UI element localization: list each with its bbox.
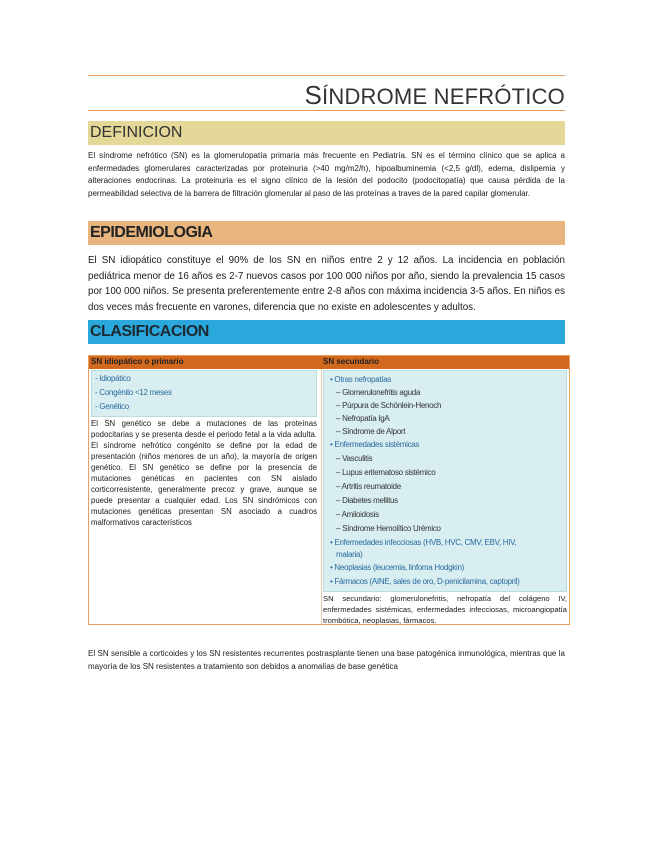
- list-item: – Lupus eritematoso sistémico: [336, 468, 436, 477]
- section-heading-epidemiologia: EPIDEMIOLOGIA: [88, 221, 565, 245]
- list-item: – Síndrome Hemolítico Urémico: [336, 524, 441, 533]
- list-item: – Púrpura de Schönlein-Henoch: [336, 401, 442, 410]
- list-item: – Glomerulonefritis aguda: [336, 388, 421, 397]
- page-title: [305, 80, 566, 111]
- list-item: malaria): [336, 550, 363, 559]
- list-item: – Nefropatía IgA: [336, 414, 390, 423]
- list-item: – Artritis reumatoide: [336, 482, 401, 491]
- secondary-list-box: [323, 370, 567, 592]
- column-divider: [321, 369, 322, 624]
- list-item: • Enfermedades sistémicas: [330, 440, 420, 449]
- secondary-description: SN secundario: glomerulonefritis, nefropatía del colágeno IV, enfermedades sistémicas, enfermedades infecciosas, microangiopatía trombótica, neoplasias, fármacos.: [323, 594, 567, 625]
- list-item: – Síndrome de Alport: [336, 427, 406, 436]
- list-item: – Diabetes mellitus: [336, 496, 398, 505]
- table-header: [89, 356, 569, 369]
- section-heading-definicion: DEFINICION: [88, 121, 565, 145]
- header-sn-secundario: SN secundario: [323, 357, 380, 366]
- list-item: – Vasculitis: [336, 454, 373, 463]
- section-heading-clasificacion: CLASIFICACION: [88, 320, 565, 344]
- list-item: – Amiloidosis: [336, 510, 379, 519]
- title-underline: [88, 110, 565, 111]
- list-item: • Neoplasias (leucemia, linfoma Hodgkin): [330, 563, 464, 572]
- list-item: - Congénito <12 meses: [95, 388, 172, 397]
- list-item: • Fármacos (AINE, sales de oro, D-penicilamina, captopril): [330, 577, 520, 586]
- list-item: - Idiopático: [95, 374, 131, 383]
- definicion-text: El síndrome nefrótico (SN) es la glomerulopatía primaria más frecuente en Pediatría. SN es el término clínico que se aplica a enfermedades glomerulares caracterizadas por proteinuria (>40 mg/m2/h), hipoalbuminemia (<2,5 g/dl), edema, dislipemia y alteraciones endocrinas. La proteinuria es el signo clínico de la lesión del podocito (podocitopatía) que causa pérdida de la permeabilidad selectiva de la barrera de filtración glomerular al paso de las proteínas a traves de la pared capilar glomerular.: [88, 151, 565, 198]
- primary-description: El SN genético se debe a mutaciones de las proteínas podocitarias y se presenta desde el periodo fetal a la vida adulta. El síndrome nefrótico congénito se define por la edad de presentación (niños menores de un año), la mayoría de origen genético. El SN genético se define por la presencia de mutaciones genéticas en pacientes con SN aislado corticorresistente, generalmente precoz y grave, aunque se puede presentar a cualquier edad. Los SN sindrómicos con mutaciones genéticas presentan SN asociado a cuadros malformativos característicos: [91, 419, 317, 527]
- footer-paragraph: El SN sensible a corticoides y los SN resistentes recurrentes postrasplante tienen una base patogénica inmunológica, mientras que la mayoría de los SN resistentes a tratamiento son debidos a anomalías de base genética: [88, 649, 565, 671]
- header-sn-primario: SN idiopático o primario: [91, 357, 184, 366]
- list-item: • Otras nefropatías: [330, 375, 392, 384]
- epidemiologia-text: El SN idiopático constituye el 90% de los SN en niños entre 2 y 12 años. La incidencia en población pediátrica menor de 16 años es 2-7 nuevos casos por 100 000 niños por año, siendo la prevalencia 15 casos por 100 000 niños. Se presenta preferentemente entre 2-8 años con máxima incidencia 3-5 años. En niños es dos veces más frecuente en varones, diferencia que no existe en adolescentes y adultos.: [88, 255, 565, 313]
- top-rule: [88, 75, 565, 76]
- list-item: • Enfermedades infecciosas (HVB, HVC, CMV, EBV, HIV,: [330, 538, 517, 547]
- title-rest: ÍNDROME NEFRÓTICO: [322, 84, 565, 109]
- list-item: - Genético: [95, 402, 129, 411]
- primary-list-box: [91, 370, 317, 417]
- title-initial: S: [304, 80, 323, 110]
- classification-table: [88, 355, 570, 625]
